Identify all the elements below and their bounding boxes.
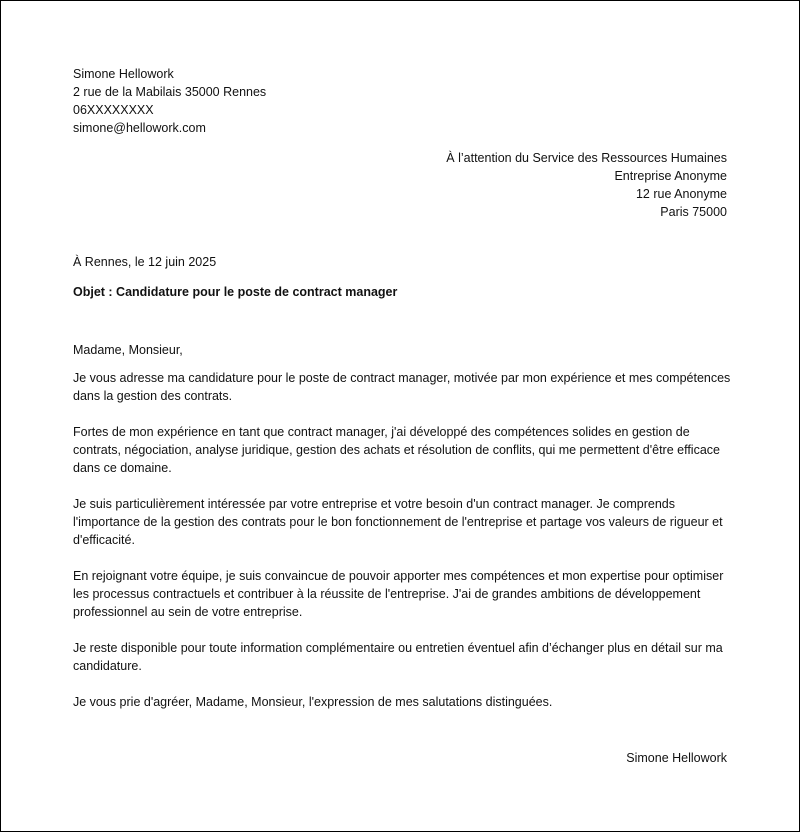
- body-paragraph: Je suis particulièrement intéressée par votre entreprise et votre besoin d'un contract manager. Je comprends l'importance de la gestion des contrats pour le bon fonctionnement de l'entreprise et partage vos valeurs de rigueur et d'efficacité.: [73, 497, 723, 547]
- closing-paragraph: Je vous prie d'agréer, Madame, Monsieur, l'expression de mes salutations distinguées.: [73, 695, 553, 709]
- sender-phone: 06XXXXXXXX: [73, 103, 154, 117]
- body-paragraph: Je vous adresse ma candidature pour le poste de contract manager, motivée par mon expérience et mes compétences dans la gestion des contrats.: [73, 371, 731, 403]
- recipient-attention: À l’attention du Service des Ressources Humaines: [446, 151, 727, 165]
- signature: Simone Hellowork: [626, 751, 727, 765]
- sender-block: [73, 65, 266, 137]
- subject-line: Objet : Candidature pour le poste de contract manager: [73, 285, 398, 299]
- body-paragraph: Fortes de mon expérience en tant que contract manager, j'ai développé des compétences solides en gestion de contrats, négociation, analyse juridique, gestion des achats et résolution de conflits, qui me permettent d'être efficace dans ce domaine.: [73, 425, 720, 475]
- recipient-block: [446, 149, 727, 221]
- sender-name: Simone Hellowork: [73, 67, 174, 81]
- salutation: Madame, Monsieur,: [73, 343, 183, 357]
- sender-email: simone@hellowork.com: [73, 121, 206, 135]
- date-line: À Rennes, le 12 juin 2025: [73, 255, 217, 269]
- recipient-company: Entreprise Anonyme: [614, 169, 727, 183]
- body-paragraph: En rejoignant votre équipe, je suis convaincue de pouvoir apporter mes compétences et mon expertise pour optimiser les processus contractuels et contribuer à la réussite de l'entreprise. J'ai de grandes ambitions de développement professionnel au sein de votre entreprise.: [73, 569, 724, 619]
- sender-address: 2 rue de la Mabilais 35000 Rennes: [73, 85, 267, 99]
- recipient-street: 12 rue Anonyme: [635, 187, 727, 201]
- recipient-city: Paris 75000: [660, 205, 727, 219]
- letter-body: [73, 341, 733, 729]
- body-paragraph: Je reste disponible pour toute information complémentaire ou entretien éventuel afin d’échanger plus en détail sur ma candidature.: [73, 641, 723, 673]
